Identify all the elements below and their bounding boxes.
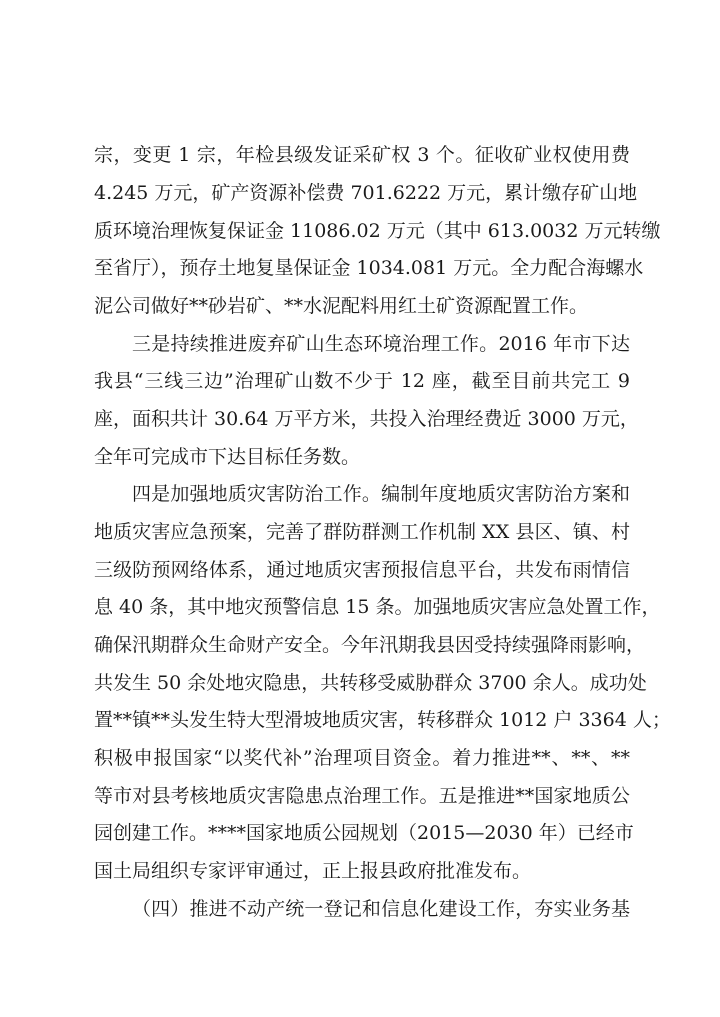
text-line: 宗，变更 1 宗，年检县级发证采矿权 3 个。征收矿业权使用费 bbox=[94, 144, 630, 166]
text-line: 确保汛期群众生命财产安全。今年汛期我县因受持续强降雨影响， bbox=[94, 634, 646, 656]
text-line: 三级防预网络体系，通过地质灾害预报信息平台，共发布雨情信 bbox=[94, 559, 630, 581]
text-line: 国土局组织专家评审通过，正上报县政府批准发布。 bbox=[94, 860, 532, 882]
text-line: 全年可完成市下达目标任务数。 bbox=[94, 446, 361, 468]
text-line: 共发生 50 余处地灾隐患，共转移受威胁群众 3700 余人。成功处 bbox=[94, 672, 647, 694]
paragraph-first-line: 三是持续推进废弃矿山生态环境治理工作。2016 年市下达 bbox=[132, 333, 630, 355]
text-line: 息 40 条，其中地灾预警信息 15 条。加强地质灾害应急处置工作， bbox=[94, 596, 661, 618]
paragraph-first-line: 四是加强地质灾害防治工作。编制年度地质灾害防治方案和 bbox=[132, 483, 630, 505]
text-line: 园创建工作。****国家地质公园规划（2015—2030 年）已经市 bbox=[94, 822, 634, 844]
text-line: 置**镇**头发生特大型滑坡地质灾害，转移群众 1012 户 3364 人； bbox=[94, 709, 671, 731]
text-line: 积极申报国家“以奖代补”治理项目资金。着力推进**、**、** bbox=[94, 747, 630, 769]
text-line: 座，面积共计 30.64 万平方米，共投入治理经费近 3000 万元， bbox=[94, 408, 639, 430]
text-line: 质环境治理恢复保证金 11086.02 万元（其中 613.0032 万元转缴 bbox=[94, 220, 661, 242]
text-line: 我县“三线三边”治理矿山数不少于 12 座，截至目前共完工 9 bbox=[94, 370, 630, 392]
section-heading-line: （四）推进不动产统一登记和信息化建设工作，夯实业务基 bbox=[132, 898, 630, 920]
text-line: 泥公司做好**砂岩矿、**水泥配料用红土矿资源配置工作。 bbox=[94, 295, 589, 317]
text-line: 等市对县考核地质灾害隐患点治理工作。五是推进**国家地质公 bbox=[94, 785, 630, 807]
text-line: 4.245 万元，矿产资源补偿费 701.6222 万元，累计缴存矿山地 bbox=[94, 182, 638, 204]
text-line: 地质灾害应急预案，完善了群防群测工作机制 XX 县区、镇、村 bbox=[94, 521, 630, 543]
text-line: 至省厅），预存土地复垦保证金 1034.081 万元。全力配合海螺水 bbox=[94, 257, 644, 279]
